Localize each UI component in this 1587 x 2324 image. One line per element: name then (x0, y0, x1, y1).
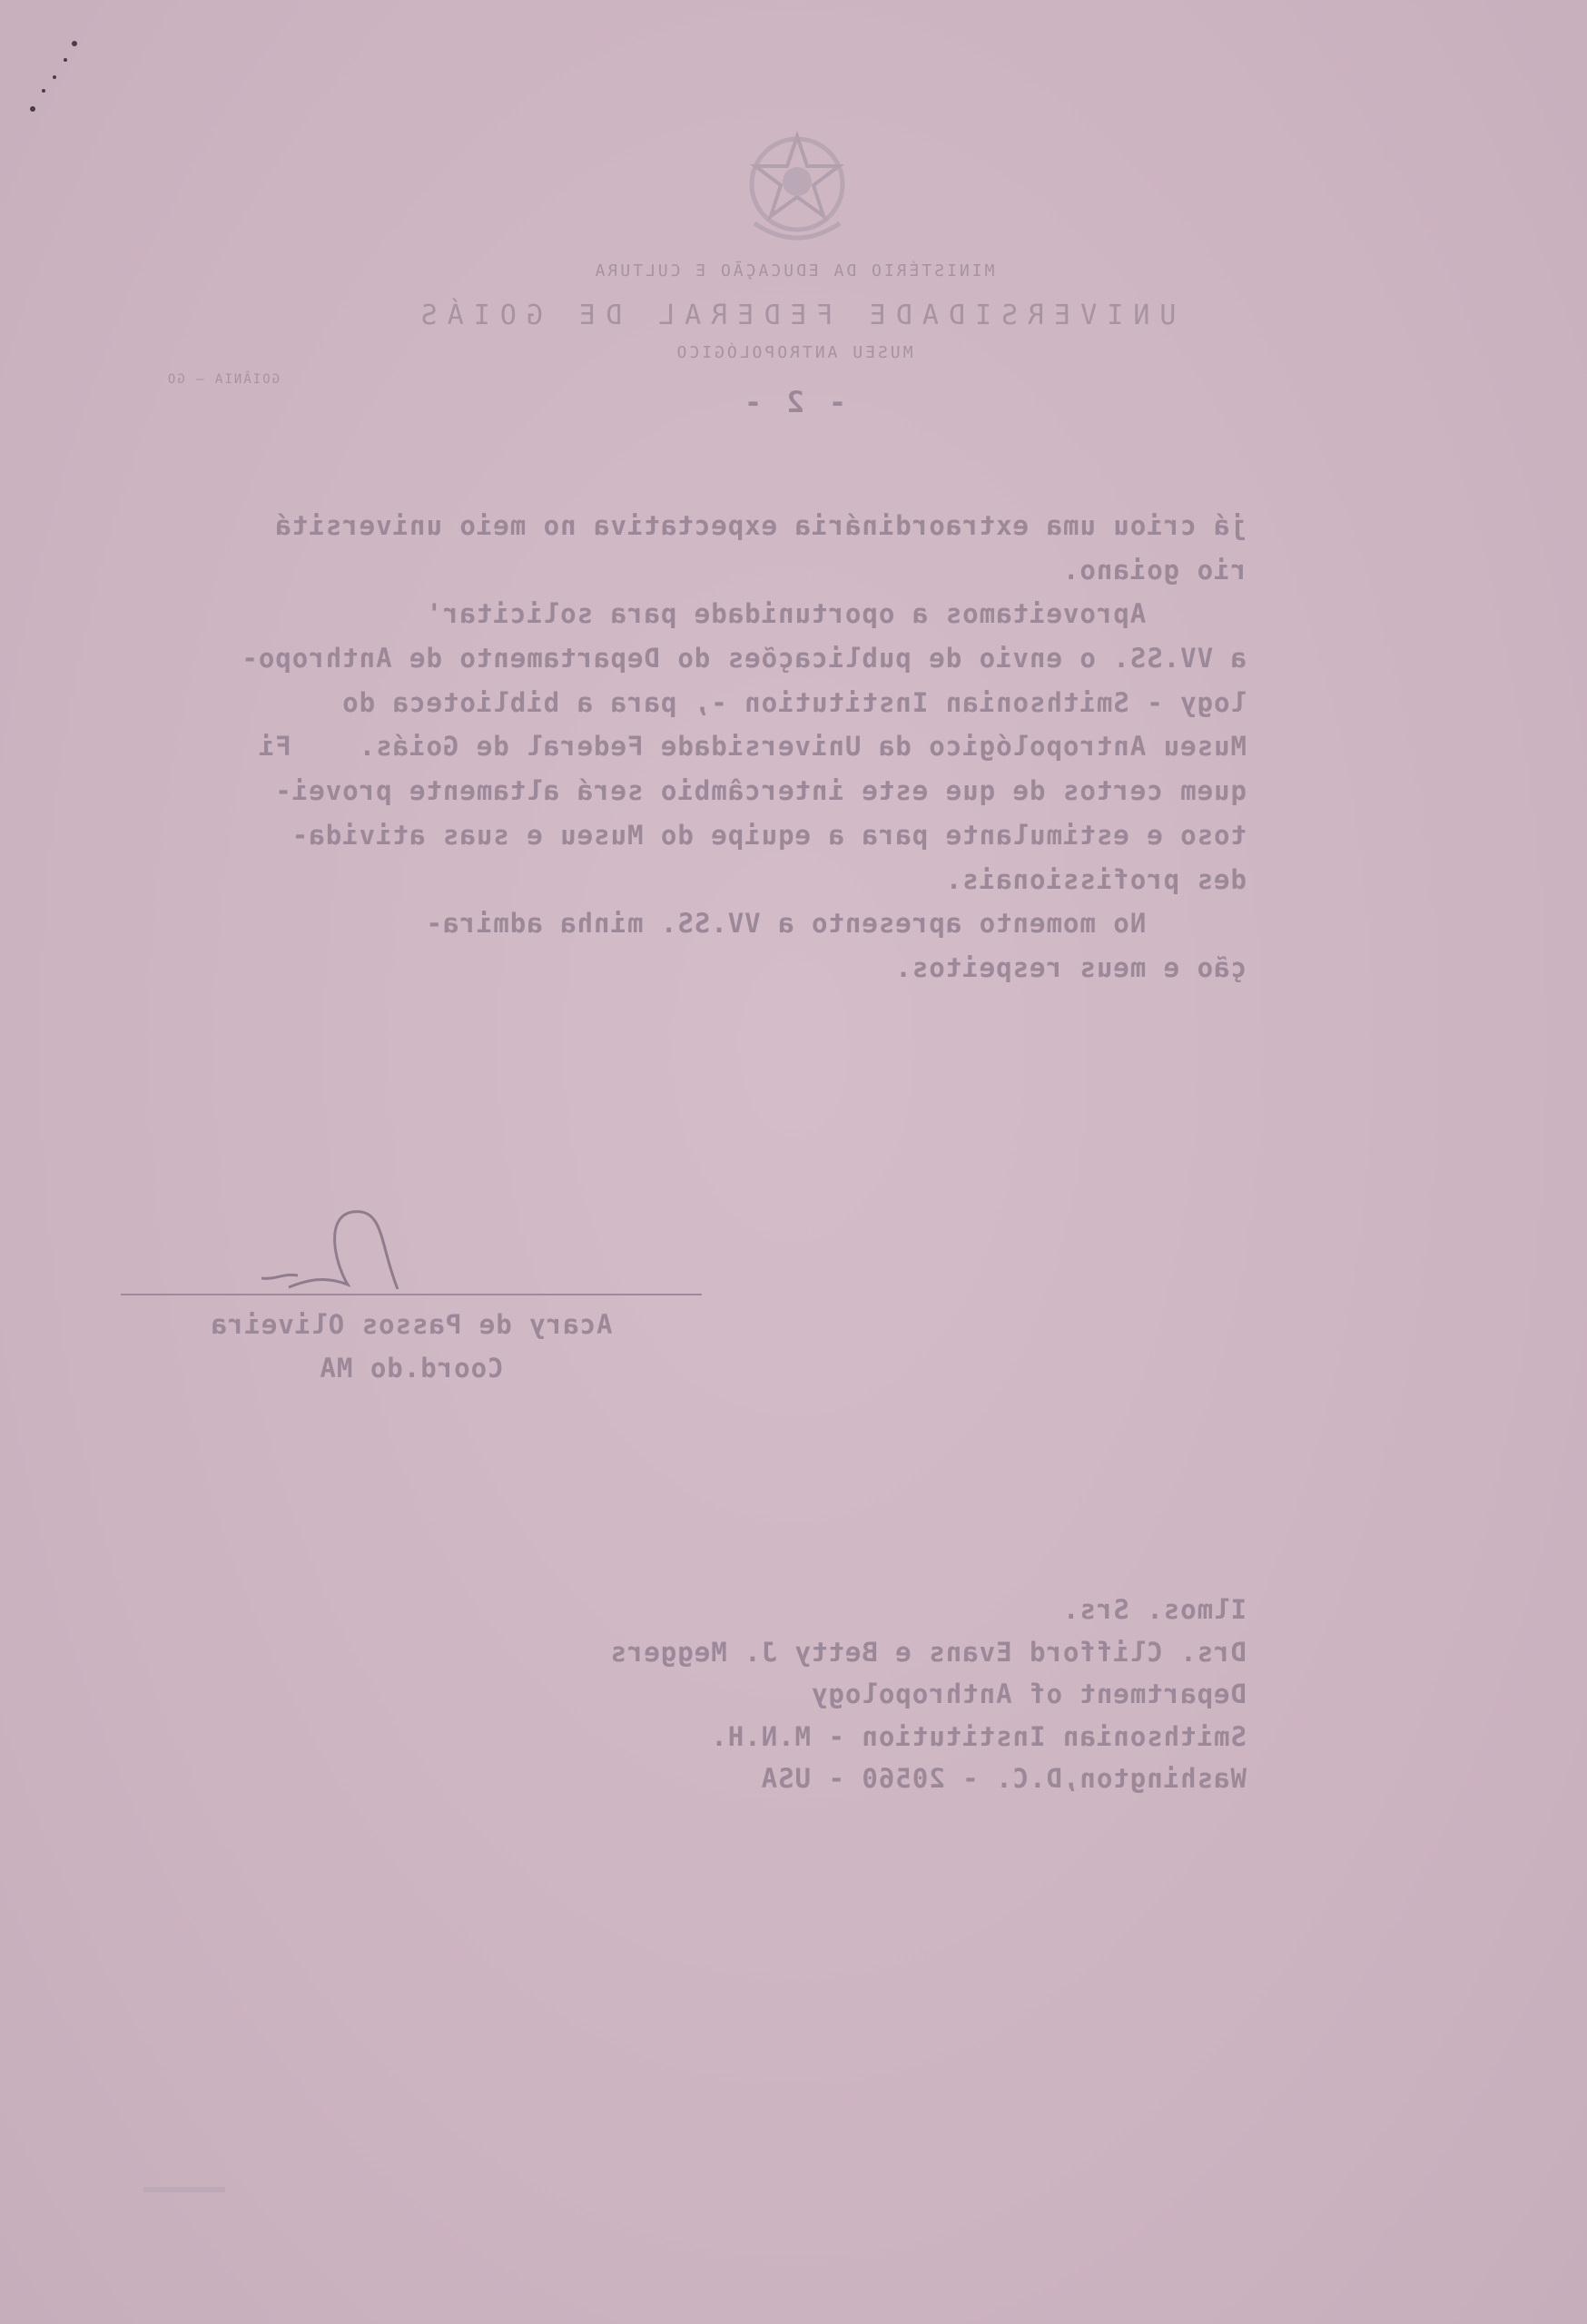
museum-heading: MUSEU ANTROPOLÓGICO (674, 343, 913, 362)
body-line: No momento apresento a VV.SS. minha admira- (425, 908, 1247, 940)
footer-print-mark (143, 2183, 225, 2196)
body-line: logy - Smithsonian Institution -, para a biblioteca do (341, 686, 1247, 718)
page-number: - 2 - (740, 385, 847, 419)
body-line: toso e estimulante para a equipe do Museu e suas ativida- (291, 819, 1247, 851)
body-line: des profissionais. (944, 863, 1247, 895)
handwritten-signature (234, 1189, 434, 1307)
addressee-line: Drs. Clifford Evans e Betty J. Meggers (609, 1636, 1247, 1668)
body-line: já criou uma extraordinária expectativa no meio universitá (274, 510, 1247, 541)
city-label: GOIÂNIA — GO (165, 372, 280, 387)
letter-body (241, 504, 1247, 990)
body-line: rio goiano. (1061, 554, 1247, 586)
addressee-line: Smithsonian Institution - M.N.H. (710, 1720, 1247, 1752)
signatory-role: Coord.do MA (319, 1353, 504, 1384)
body-line: a VV.SS. o envio de publicações do Departamento de Anthropo- (241, 643, 1247, 675)
addressee-block (339, 1589, 1247, 1800)
ministry-heading: MINISTÉRIO DA EDUCAÇÃO E CULTURA (592, 261, 995, 281)
body-line: ção e meus respeitos. (894, 951, 1247, 983)
body-line: quem certos de que este intercâmbio será altamente provei- (274, 775, 1247, 807)
coat-of-arms-seal-icon (729, 116, 865, 252)
signature-block (121, 1303, 702, 1390)
university-heading: UNIVERSIDADE FEDERAL DE GOIÁS (410, 300, 1177, 331)
addressee-line: Washington,D.C. - 20560 - USA (760, 1763, 1247, 1794)
addressee-line: Ilmos. Srs. (1061, 1594, 1247, 1625)
signature-line (121, 1294, 702, 1295)
body-line: Aproveitamos a oportunidade para solicitar' (425, 598, 1247, 630)
signatory-name: Acary de Passos Oliveira (210, 1309, 613, 1340)
addressee-line: Department of Anthropology (811, 1679, 1247, 1709)
body-line: Museu Antropológico da Universidade Federal de Goiás. Fi (257, 731, 1247, 763)
